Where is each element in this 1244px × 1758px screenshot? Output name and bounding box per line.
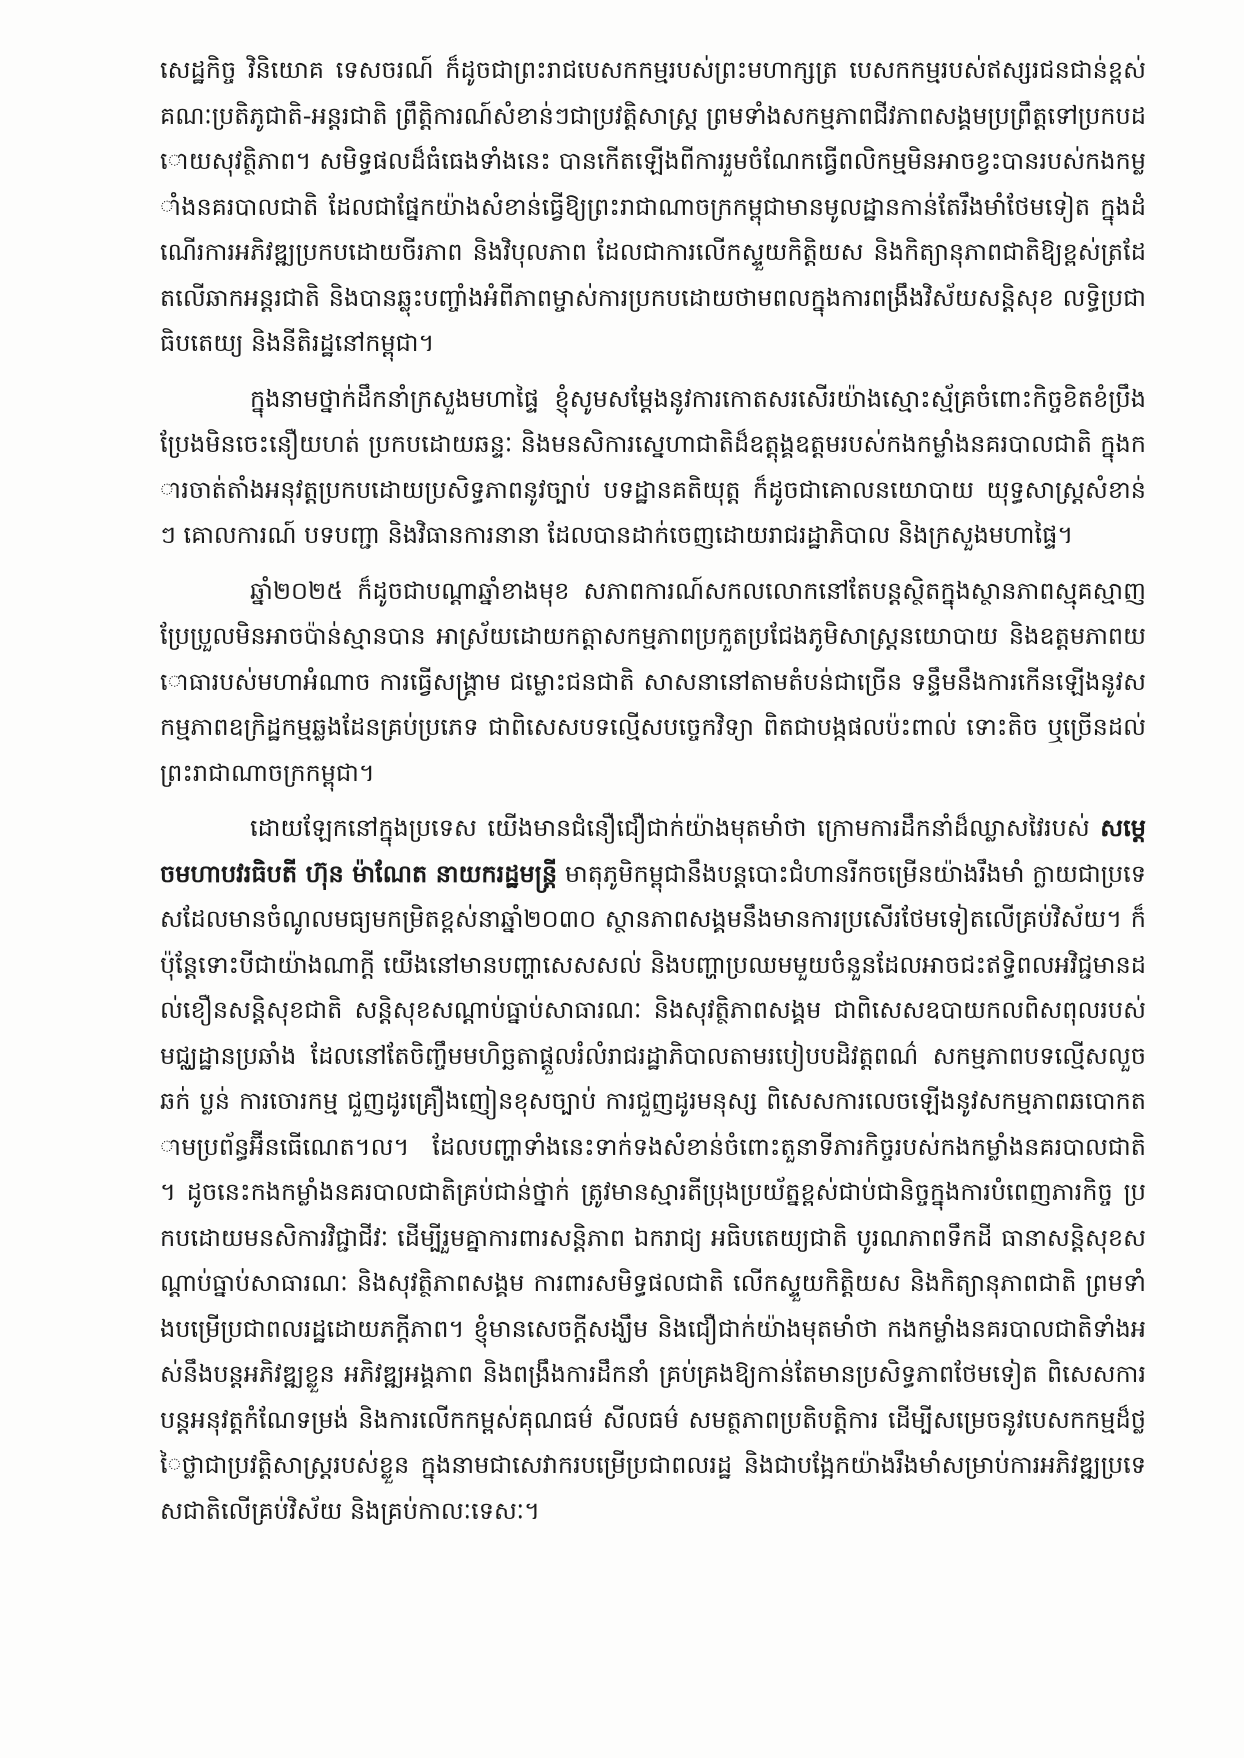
- paragraph-2: ក្នុងនាមថ្នាក់ដឹកនាំក្រសួងមហាផ្ទៃ ខ្ញុំសូមសម្តែងនូវការកោតសរសើរយ៉ាងស្មោះស្ម័គ្រចំពោះកិច្ចខិតខំប្រឹងប្រែងមិនចេះនឿយហត់ ប្រកបដោយឆន្ទៈ និងមនសិការស្នេហាជាតិដ៏ឧត្តុង្គឧត្តមរបស់កងកម្លាំងនគរបាលជាតិ ក្នុងការចាត់តាំងអនុវត្តប្រកបដោយប្រសិទ្ធភាពនូវច្បាប់ បទដ្ឋានគតិយុត្ត ក៏ដូចជាគោលនយោបាយ យុទ្ធសាស្ត្រសំខាន់ៗ គោលការណ៍ បទបញ្ជា និងវិធានការនានា ដែលបានដាក់ចេញដោយរាជរដ្ឋាភិបាល និងក្រសួងមហាផ្ទៃ។: [160, 384, 1146, 549]
- prime-minister-title: សម្តេចមហាបវរធិបតី ហ៊ុន ម៉ាណែត នាយករដ្ឋមន្ត្រី: [160, 814, 1146, 888]
- document-body: [160, 48, 1146, 1544]
- paragraph-4-lead: ដោយឡែកនៅក្នុងប្រទេស យើងមានជំនឿជឿជាក់យ៉ាងមុតមាំថា ក្រោមការដឹកនាំដ៏ឈ្លាសវៃរបស់: [250, 814, 1101, 842]
- paragraph-4: [160, 806, 1146, 1534]
- paragraph-3: ឆ្នាំ២០២៥ ក៏ដូចជាបណ្តាឆ្នាំខាងមុខ សភាពការណ៍សកលលោកនៅតែបន្តស្ថិតក្នុងស្ថានភាពស្មុគស្មាញ ប្រែប្រួលមិនអាចប៉ាន់ស្មានបាន អាស្រ័យដោយកត្តាសកម្មភាពប្រកួតប្រជែងភូមិសាស្ត្រនយោបាយ និងឧត្តមភាពយោធារបស់មហាអំណាច ការធ្វើសង្គ្រាម ជម្លោះជនជាតិ សាសនានៅតាមតំបន់ជាច្រើន ទន្ទឹមនឹងការកើនឡើងនូវសកម្មភាពឧក្រិដ្ឋកម្មឆ្លងដែនគ្រប់ប្រភេទ ជាពិសេសបទល្មើសបច្ចេកវិទ្យា ពិតជាបង្កផលប៉ះពាល់ ទោះតិច ឬច្រើនដល់ព្រះរាជាណាចក្រកម្ពុជា។: [160, 576, 1146, 787]
- paragraph-4-rest: មាតុភូមិកម្ពុជានឹងបន្តបោះជំហានរីកចម្រើនយ៉ាងរឹងមាំ ក្លាយជាប្រទេសដែលមានចំណូលមធ្យមកម្រិតខ្ពស់នាឆ្នាំ២០៣០ ស្ថានភាពសង្គមនឹងមានការប្រសើរថែមទៀតលើគ្រប់វិស័យ។ ក៏ប៉ុន្តែទោះបីជាយ៉ាងណាក្តី យើងនៅមានបញ្ហាសេសសល់ និងបញ្ហាប្រឈមមួយចំនួនដែលអាចជះឥទ្ធិពលអវិជ្ជមានដល់ខឿនសន្តិសុខជាតិ សន្តិសុខសណ្តាប់ធ្នាប់សាធារណៈ និងសុវត្ថិភាពសង្គម ជាពិសេសឧបាយកលពិសពុលរបស់មជ្ឈដ្ឋានប្រឆាំង ដែលនៅតែចិញ្ចឹមមហិច្ឆតាផ្តួលរំលំរាជរដ្ឋាភិបាលតាមរបៀបបដិវត្តពណ៌ សកម្មភាពបទល្មើសលួច ឆក់ ប្លន់ ការចោរកម្ម ជួញដូរគ្រឿងញៀនខុសច្បាប់ ការជួញដូរមនុស្ស ពិសេសការលេចឡើងនូវសកម្មភាពឆបោកតាមប្រព័ន្ធអ៊ីនធើណេត។ល។ ដែលបញ្ហាទាំងនេះទាក់ទងសំខាន់ចំពោះតួនាទីភារកិច្ចរបស់កងកម្លាំងនគរបាលជាតិ។ ដូចនេះកងកម្លាំងនគរបាលជាតិគ្រប់ជាន់ថ្នាក់ ត្រូវមានស្មារតីប្រុងប្រយ័ត្នខ្ពស់ជាប់ជានិច្ចក្នុងការបំពេញភារកិច្ច ប្រកបដោយមនសិការវិជ្ជាជីវៈ ដើម្បីរួមគ្នាការពារសន្តិភាព ឯករាជ្យ អធិបតេយ្យជាតិ បូរណភាពទឹកដី ធានាសន្តិសុខសណ្តាប់ធ្នាប់សាធារណៈ និងសុវត្ថិភាពសង្គម ការពារសមិទ្ធផលជាតិ លើកស្ទួយកិត្តិយស និងកិត្យានុភាពជាតិ ព្រមទាំងបម្រើប្រជាពលរដ្ឋដោយភក្តីភាព។ ខ្ញុំមានសេចក្តីសង្ឃឹម និងជឿជាក់យ៉ាងមុតមាំថា កងកម្លាំងនគរបាលជាតិទាំងអស់នឹងបន្តអភិវឌ្ឍខ្លួន អភិវឌ្ឍអង្គភាព និងពង្រឹងការដឹកនាំ គ្រប់គ្រងឱ្យកាន់តែមានប្រសិទ្ធភាពថែមទៀត ពិសេសការបន្តអនុវត្តកំណែទម្រង់ និងការលើកកម្ពស់គុណធម៌ សីលធម៌ សមត្ថភាពប្រតិបត្តិការ ដើម្បីសម្រេចនូវបេសកកម្មដ៏ថ្លៃថ្លាជាប្រវត្តិសាស្ត្ររបស់ខ្លួន ក្នុងនាមជាសេវាករបម្រើប្រជាពលរដ្ឋ និងជាបង្អែកយ៉ាងរឹងមាំសម្រាប់ការអភិវឌ្ឍប្រទេសជាតិលើគ្រប់វិស័យ និងគ្រប់កាលៈទេសៈ។: [160, 859, 1147, 1525]
- paragraph-1: សេដ្ឋកិច្ច វិនិយោគ ទេសចរណ៍ ក៏ដូចជាព្រះរាជបេសកកម្មរបស់ព្រះមហាក្សត្រ បេសកកម្មរបស់ឥស្សរជនជាន់ខ្ពស់ គណៈប្រតិភូជាតិ-អន្តរជាតិ ព្រឹត្តិការណ៍សំខាន់ៗជាប្រវត្តិសាស្ត្រ ព្រមទាំងសកម្មភាពជីវភាពសង្គមប្រព្រឹត្តទៅប្រកបដោយសុវត្ថិភាព។ សមិទ្ធផលដ៏ធំធេងទាំងនេះ បានកើតឡើងពីការរួមចំណែកធ្វើពលិកម្មមិនអាចខ្វះបានរបស់កងកម្លាំងនគរបាលជាតិ ដែលជាផ្នែកយ៉ាងសំខាន់ធ្វើឱ្យព្រះរាជាណាចក្រកម្ពុជាមានមូលដ្ឋានកាន់តែរឹងមាំថែមទៀត ក្នុងដំណើរការអភិវឌ្ឍប្រកបដោយចីរភាព និងវិបុលភាព ដែលជាការលើកស្ទួយកិត្តិយស និងកិត្យានុភាពជាតិឱ្យខ្ពស់ត្រដែតលើឆាកអន្តរជាតិ និងបានឆ្លុះបញ្ចាំងអំពីភាពម្ចាស់ការប្រកបដោយថាមពលក្នុងការពង្រឹងវិស័យសន្តិសុខ លទ្ធិប្រជាធិបតេយ្យ និងនីតិរដ្ឋនៅកម្ពុជា។: [160, 56, 1146, 357]
